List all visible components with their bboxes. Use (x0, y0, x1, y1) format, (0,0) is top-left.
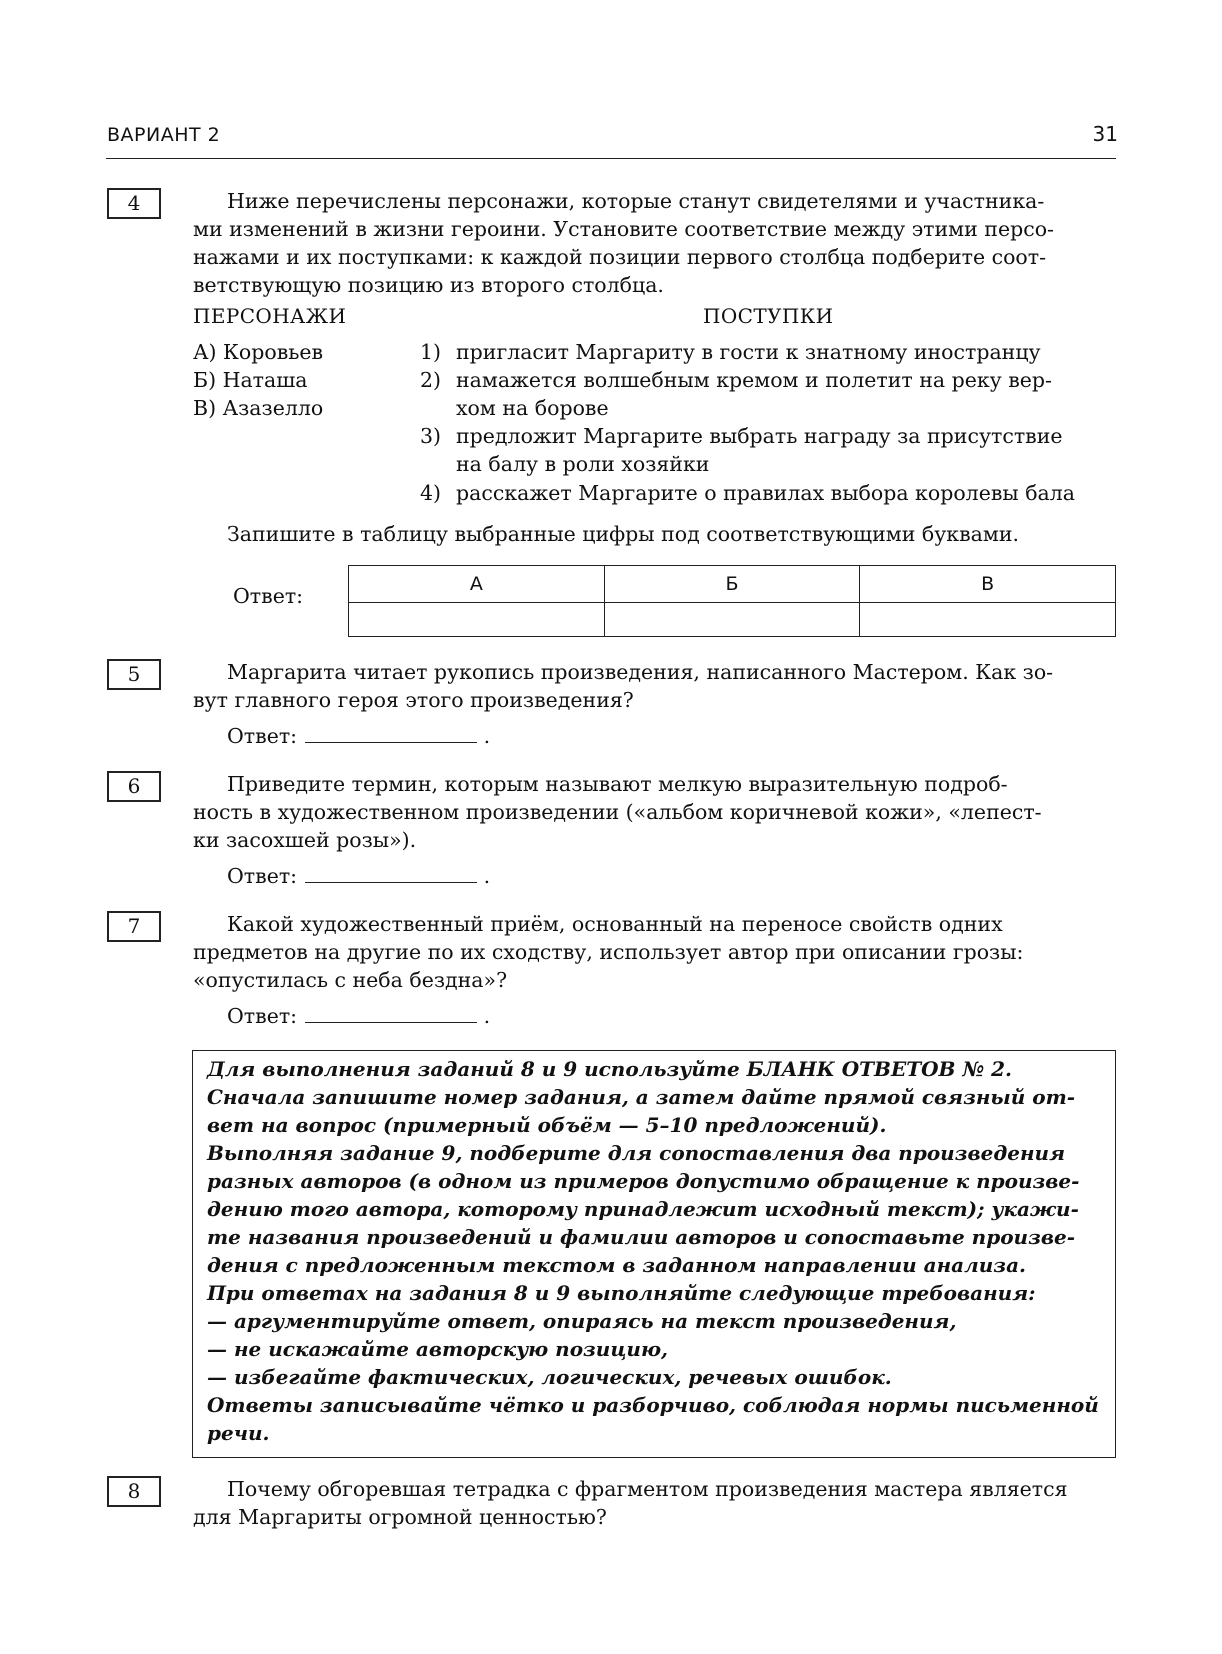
answer-table-header: А (349, 566, 605, 603)
character-item: А) Коровьев (193, 340, 324, 364)
page-number: 31 (1092, 122, 1118, 146)
answer-label: Ответ: (227, 724, 298, 748)
task-7-answer (227, 1004, 490, 1028)
instruction-line: Сначала запишите номер задания, а затем дайте прямой связный от- (207, 1085, 1076, 1109)
task-4-line: ветствующую позицию из второго столбца. (193, 273, 664, 297)
instruction-line: дения с предложенным текстом в заданном направлении анализа. (207, 1253, 1026, 1277)
task-8-line: для Маргариты огромной ценностью? (193, 1505, 607, 1529)
instruction-line: дению того автора, которому принадлежит исходный текст); укажи- (207, 1197, 1079, 1221)
answer-label: Ответ: (227, 1004, 298, 1028)
task-4-line: нажами и их поступками: к каждой позиции первого столбца подберите соот- (193, 245, 1047, 269)
answer-period: . (483, 864, 491, 888)
action-number: 3) (420, 424, 442, 448)
characters-column-header: ПЕРСОНАЖИ (193, 304, 347, 328)
answer-table-header: Б (604, 566, 860, 603)
task-4-line: Ниже перечислены персонажи, которые станут свидетелями и участника- (227, 189, 1045, 213)
task-4-answer-label: Ответ: (233, 584, 304, 608)
running-header-variant: ВАРИАНТ 2 (107, 124, 221, 146)
header-divider (106, 158, 1116, 159)
answer-cell-b[interactable] (604, 603, 860, 637)
answer-blank[interactable] (305, 726, 477, 743)
instruction-line: речи. (207, 1421, 270, 1445)
table-instruction: Запишите в таблицу выбранные цифры под соответствующими буквами. (227, 522, 1020, 546)
action-text: расскажет Маргарите о правилах выбора королевы бала (456, 481, 1076, 505)
task-5-line: вут главного героя этого произведения? (193, 688, 634, 712)
instruction-line: — аргументируйте ответ, опираясь на текст произведения, (207, 1309, 957, 1333)
answer-table (348, 565, 1116, 637)
task-7-line: предметов на другие по их сходству, использует автор при описании грозы: (193, 940, 1024, 964)
task-5-answer (227, 724, 490, 748)
instruction-line: те названия произведений и фамилии авторов и сопоставьте произве- (207, 1225, 1075, 1249)
task-7-line: Какой художественный приём, основанный на переносе свойств одних (227, 912, 1003, 936)
instruction-line: вет на вопрос (примерный объём — 5–10 предложений). (207, 1113, 887, 1137)
answer-label: Ответ: (227, 864, 298, 888)
action-text: намажется волшебным кремом и полетит на реку вер- (456, 368, 1052, 392)
answer-period: . (483, 1004, 491, 1028)
answer-blank[interactable] (305, 1006, 477, 1023)
task-7-number-box: 7 (107, 911, 161, 942)
instruction-line: Для выполнения заданий 8 и 9 используйте БЛАНК ОТВЕТОВ № 2. (207, 1057, 1012, 1081)
character-item: Б) Наташа (193, 368, 308, 392)
answer-period: . (483, 724, 491, 748)
task-4-text (193, 187, 1115, 299)
instruction-line: — не искажайте авторскую позицию, (207, 1337, 668, 1361)
instructions-box (192, 1050, 1116, 1458)
instruction-line: Ответы записывайте чётко и разборчиво, соблюдая нормы письменной (207, 1393, 1099, 1417)
task-7-text (193, 910, 1115, 994)
answer-table-header: В (860, 566, 1116, 603)
action-text: предложит Маргарите выбрать награду за присутствие (456, 424, 1063, 448)
action-text: хом на борове (456, 396, 609, 420)
instruction-line: разных авторов (в одном из примеров допустимо обращение к произве- (207, 1169, 1080, 1193)
task-4-number-box: 4 (107, 188, 161, 219)
task-8-number-box: 8 (107, 1476, 161, 1507)
task-5-text (193, 658, 1115, 714)
instruction-line: — избегайте фактических, логических, речевых ошибок. (207, 1365, 892, 1389)
answer-cell-v[interactable] (860, 603, 1116, 637)
task-5-line: Маргарита читает рукопись произведения, написанного Мастером. Как зо- (227, 660, 1054, 684)
character-item: В) Азазелло (193, 396, 324, 420)
task-6-answer (227, 864, 490, 888)
action-text: пригласит Маргариту в гости к знатному иностранцу (456, 340, 1041, 364)
task-4-line: ми изменений в жизни героини. Установите соответствие между этими персо- (193, 217, 1054, 241)
task-6-line: ность в художественном произведении («альбом коричневой кожи», «лепест- (193, 800, 1042, 824)
task-6-line: Приведите термин, которым называют мелкую выразительную подроб- (227, 772, 1008, 796)
answer-cell-a[interactable] (349, 603, 605, 637)
task-6-text (193, 770, 1115, 854)
action-text: на балу в роли хозяйки (456, 452, 710, 476)
instruction-line: При ответах на задания 8 и 9 выполняйте следующие требования: (207, 1281, 1036, 1305)
action-number: 4) (420, 481, 442, 505)
task-7-line: «опустилась с неба бездна»? (193, 968, 508, 992)
action-number: 1) (420, 340, 442, 364)
answer-blank[interactable] (305, 866, 477, 883)
task-6-number-box: 6 (107, 771, 161, 802)
action-number: 2) (420, 368, 442, 392)
task-6-line: ки засохшей розы»). (193, 828, 417, 852)
task-5-number-box: 5 (107, 659, 161, 690)
task-8-text (193, 1475, 1115, 1531)
actions-column-header: ПОСТУПКИ (703, 304, 834, 328)
instruction-line: Выполняя задание 9, подберите для сопоставления два произведения (207, 1141, 1066, 1165)
task-8-line: Почему обгоревшая тетрадка с фрагментом произведения мастера является (227, 1477, 1068, 1501)
